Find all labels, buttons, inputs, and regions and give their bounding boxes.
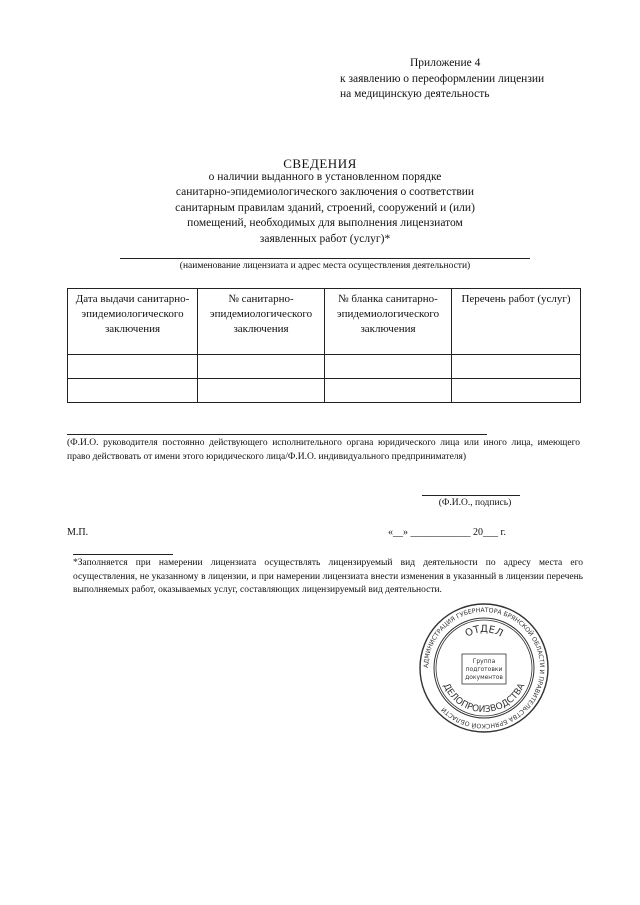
document-title: СВЕДЕНИЯ [283,156,357,171]
stamp-center-line: Группа [472,658,496,665]
certificates-table [67,288,581,403]
appendix-header [340,56,600,103]
header-services-list: Перечень работ (услуг) [452,289,581,355]
subtitle-line: заявленных работ (услуг)* [259,232,391,245]
signature-caption: (Ф.И.О., подпись) [438,498,512,508]
subtitle-line: санитарным правилам зданий, строений, сооружений и (или) [175,201,475,214]
document-subtitle [120,170,530,247]
header-form-number: № бланка санитарно-эпидемиологического заключения [325,289,452,355]
date-field: «__» ____________ 20___ г. [388,527,506,538]
table-row [68,379,581,403]
table-header-row [68,289,581,355]
manager-caption: (Ф.И.О. руководителя постоянно действующего исполнительного органа юридического лица или иного лица, имеющего право действовать от имени этого юридического лица/Ф.И.О. индивидуального предпринимателя) [67,438,580,462]
table-row [68,355,581,379]
table-cell [452,379,581,403]
footnote-separator [73,554,173,555]
stamp-top-word: ОТДЕЛ [463,623,505,640]
table-cell [198,379,325,403]
header-issue-date: Дата выдачи санитарно-эпидемиологического заключения [68,289,198,355]
licensee-caption: (наименование лицензиата и адрес места осуществления деятельности) [179,261,471,271]
stamp-outer-text: АДМИНИСТРАЦИЯ ГУБЕРНАТОРА БРЯНСКОЙ ОБЛАСТИ И ПРАВИТЕЛЬСТВА БРЯНСКОЙ ОБЛАСТИ [422,606,546,730]
appendix-number: Приложение 4 [410,57,481,69]
svg-text:ОТДЕЛ [464,624,505,640]
stamp-inner-word: ДЕЛОПРОИЗВОДСТВА [440,681,528,716]
table-cell [198,355,325,379]
header-certificate-number: № санитарно-эпидемиологического заключения [198,289,325,355]
table-cell [68,379,198,403]
footnote: *Заполняется при намерении лицензиата осуществлять лицензируемый вид деятельности по адресу места его осуществления, не указанному в лицензии, и при намерении лицензиата внести изменения в указанный в лицензии перечень выполняемых работ, оказываемых услуг, составляющих лицензируемый вид деятельности. [73,558,583,595]
subtitle-line: санитарно-эпидемиологического заключения о соответствии [175,186,475,199]
svg-text:ДЕЛОПРОИЗВОДСТВА [441,681,528,715]
table-cell [325,355,452,379]
stamp-center-line: документов [465,674,503,681]
official-stamp [418,602,550,734]
table-cell [325,379,452,403]
stamp-center-line: подготовки [465,666,503,673]
seal-place-label: М.П. [67,527,89,538]
subtitle-line: о наличии выданного в установленном порядке [208,171,442,183]
manager-line [67,434,487,435]
table-cell [68,355,198,379]
subtitle-line: помещений, необходимых для выполнения лицензиатом [187,217,463,230]
table-cell [452,355,581,379]
appendix-activity: на медицинскую деятельность [340,88,490,100]
licensee-line [120,258,530,259]
signature-line [422,495,520,496]
appendix-reference: к заявлению о переоформлении лицензии [340,72,545,85]
